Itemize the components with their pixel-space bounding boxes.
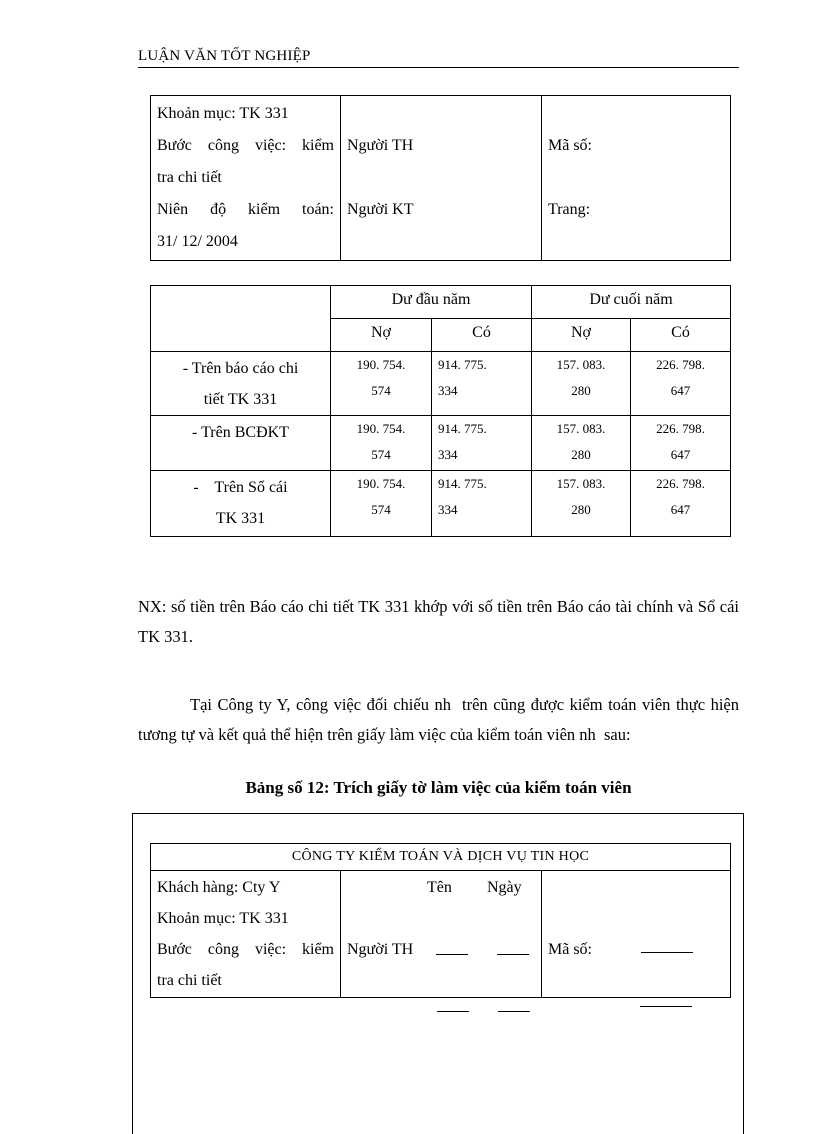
value-line1: 226. 798. (656, 476, 705, 491)
ten-blank-2 (437, 1011, 469, 1012)
nguoi-kt: Người KT (347, 201, 414, 218)
wp-left-cell (151, 871, 341, 998)
value-line2: 647 (670, 447, 691, 462)
value-line1: 226. 798. (656, 357, 705, 372)
table-row (151, 416, 731, 471)
cell-value (331, 416, 432, 471)
cell-value (532, 416, 631, 471)
wp-buoc-cv-1: Bước công việc: kiểm (157, 941, 334, 958)
cell-value (432, 352, 532, 416)
row-label (151, 352, 331, 416)
cell-value (432, 416, 532, 471)
ten-label: Tên (427, 879, 452, 896)
col-du-dau: Dư đầu năm (331, 286, 532, 319)
row-label-line2: TK 331 (215, 510, 266, 527)
ma-so-blank-2 (640, 1006, 692, 1007)
value-line2: 334 (438, 383, 458, 398)
wp-nguoi-th: Người TH (347, 941, 414, 958)
ten-blank (436, 954, 468, 955)
value-line1: 190. 754. (356, 476, 406, 491)
row-label (151, 471, 331, 537)
value-line2: 647 (670, 502, 691, 517)
audit-info-table (150, 95, 731, 261)
nien-do-1: Niên độ kiểm toán: (157, 201, 334, 218)
col-co-1: Có (432, 319, 532, 352)
row-label-line1: - Trên Sổ cái (193, 479, 288, 496)
wp-mid-cell (341, 871, 542, 998)
value-line2: 574 (371, 447, 391, 462)
col-no-2: Nợ (532, 319, 631, 352)
value-line2: 574 (371, 502, 391, 517)
khach-hang: Khách hàng: Cty Y (157, 879, 281, 896)
cell-value (631, 352, 731, 416)
value-line1: 914. 775. (438, 421, 487, 436)
buoc-cong-viec-2: tra chi tiết (157, 169, 222, 186)
cell-value (532, 352, 631, 416)
cell-value (532, 471, 631, 537)
balance-table (150, 285, 731, 537)
value-line1: 914. 775. (438, 476, 487, 491)
value-line1: 190. 754. (356, 421, 406, 436)
running-header: LUẬN VĂN TỐT NGHIỆP (138, 48, 311, 64)
ma-so-blank (641, 952, 693, 953)
company-name: CÔNG TY KIỂM TOÁN VÀ DỊCH VỤ TIN HỌC (151, 844, 731, 871)
table-row (151, 471, 731, 537)
trang: Trang: (548, 201, 591, 218)
nguoi-th: Người TH (347, 137, 414, 154)
table-row (151, 352, 731, 416)
value-line2: 334 (438, 502, 458, 517)
header-rule (138, 67, 739, 68)
cell-value (631, 471, 731, 537)
value-line2: 574 (371, 383, 391, 398)
cell-value (331, 471, 432, 537)
buoc-cong-viec-1: Bước công việc: kiểm (157, 137, 334, 154)
body-paragraph: Tại Công ty Y, công việc đối chiếu nh trên cũng được kiểm toán viên thực hiện tương tự và kết quả thể hiện trên giấy làm việc của kiểm toán viên nh sau: (138, 695, 744, 744)
ngay-label: Ngày (487, 879, 522, 896)
col-du-cuoi: Dư cuối năm (532, 286, 731, 319)
value-line1: 157. 083. (556, 357, 606, 372)
col-co-2: Có (631, 319, 731, 352)
value-line1: 914. 775. (438, 357, 487, 372)
wp-ma-so: Mã số: (548, 941, 592, 958)
value-line2: 280 (571, 383, 591, 398)
cell-value (331, 352, 432, 416)
row-label (151, 416, 331, 471)
value-line1: 157. 083. (556, 476, 606, 491)
audit-info-left-cell (151, 96, 341, 261)
row-label-line1: - Trên BCĐKT (192, 424, 289, 441)
value-line1: 226. 798. (656, 421, 705, 436)
col-no-1: Nợ (331, 319, 432, 352)
ma-so: Mã số: (548, 137, 592, 154)
value-line1: 157. 083. (556, 421, 606, 436)
cell-value (631, 416, 731, 471)
value-line2: 647 (670, 383, 691, 398)
row-label-line1: - Trên báo cáo chi (182, 360, 299, 377)
value-line1: 190. 754. (356, 357, 406, 372)
value-line2: 280 (571, 502, 591, 517)
audit-info-right-cell (542, 96, 731, 261)
working-paper-table (150, 843, 731, 998)
wp-buoc-cv-2: tra chi tiết (157, 972, 222, 989)
value-line2: 334 (438, 447, 458, 462)
row-label-line2: tiết TK 331 (203, 391, 278, 408)
audit-info-mid-cell (341, 96, 542, 261)
table-caption: Bảng số 12: Trích giấy tờ làm việc của kiểm toán viên (245, 778, 632, 797)
nx-paragraph: NX: số tiền trên Báo cáo chi tiết TK 331 khớp với số tiền trên Báo cáo tài chính và Sổ cái TK 331. (138, 597, 739, 646)
blank-header-cell (151, 286, 331, 352)
ngay-blank (497, 954, 529, 955)
ngay-blank-2 (498, 1011, 530, 1012)
cell-value (432, 471, 532, 537)
value-line2: 280 (571, 447, 591, 462)
khoan-muc: Khoản mục: TK 331 (157, 105, 289, 122)
wp-khoan-muc: Khoản mục: TK 331 (157, 910, 289, 927)
nien-do-2: 31/ 12/ 2004 (157, 233, 238, 250)
wp-right-cell (542, 871, 731, 998)
